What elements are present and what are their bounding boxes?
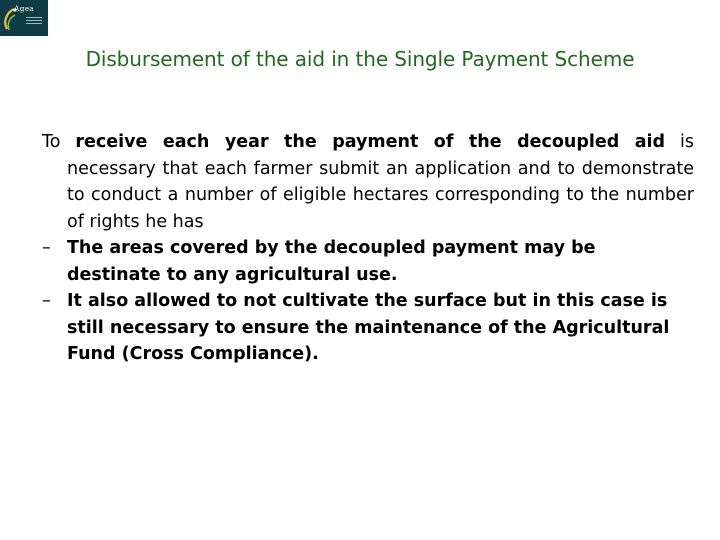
bullet-item-1 <box>42 235 694 288</box>
bullet-text: It also allowed to not cultivate the surface but in this case is still necessary to ensure the maintenance of the Agricultural Fund (Cross Compliance). <box>67 291 670 364</box>
intro-emphasis: receive each year the payment of the decoupled aid <box>75 132 666 152</box>
logo-tagline-lines <box>26 17 42 31</box>
bullet-marker: – <box>42 238 51 258</box>
bullet-marker: – <box>42 291 51 311</box>
logo-text: Agea <box>14 4 34 13</box>
slide-body <box>42 129 694 368</box>
intro-paragraph <box>42 129 694 235</box>
intro-lead: To <box>42 132 61 152</box>
page-title: Disbursement of the aid in the Single Payment Scheme <box>85 47 635 71</box>
intro-rest: is necessary that each farmer submit an application and to demonstrate to conduct a number of eligible hectares corresponding to the number of rights he has <box>67 132 694 232</box>
bullet-item-2 <box>42 288 694 368</box>
bullet-text: The areas covered by the decoupled payment may be destinate to any agricultural use. <box>67 238 596 285</box>
agea-logo <box>0 0 48 36</box>
